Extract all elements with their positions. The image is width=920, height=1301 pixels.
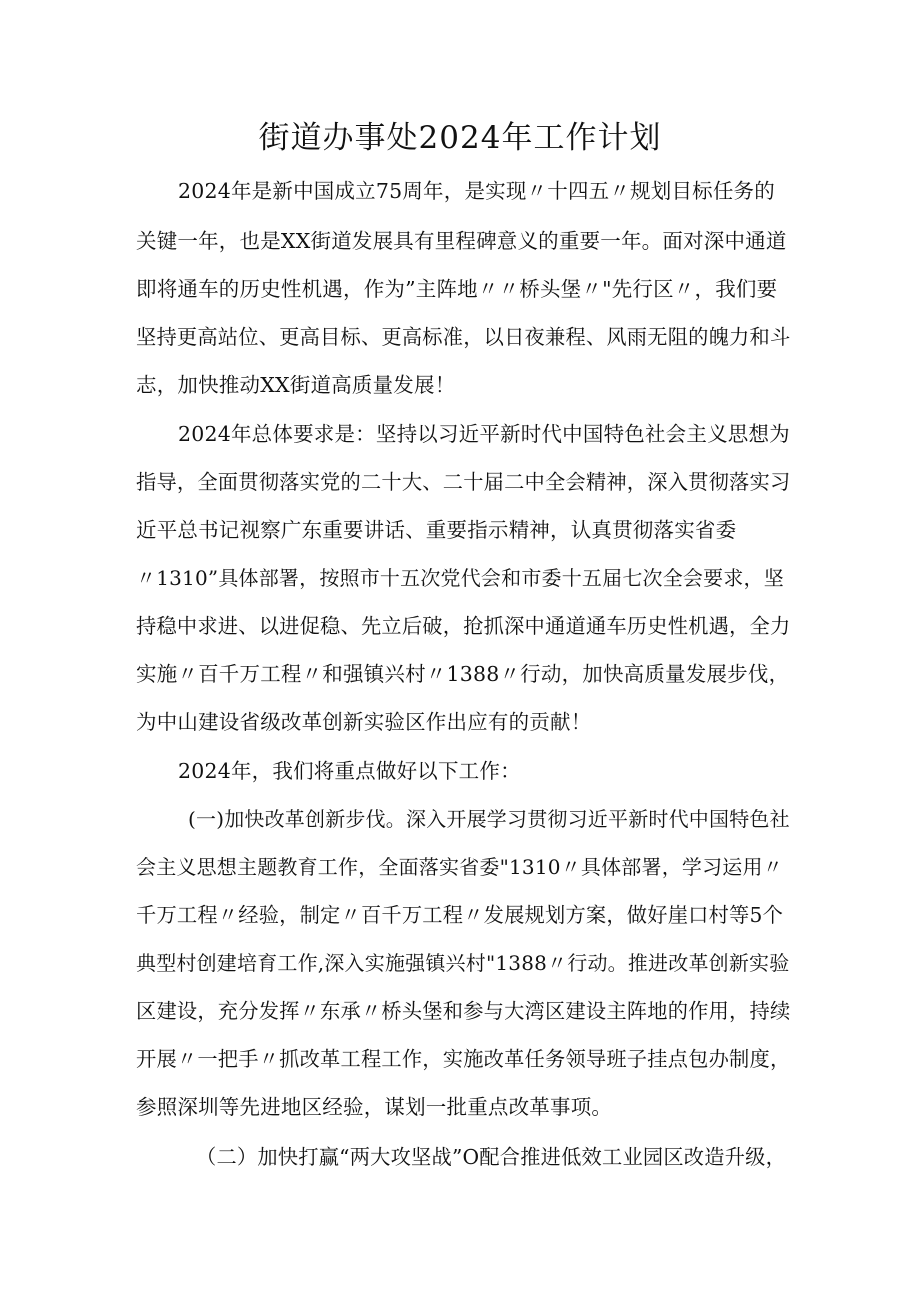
paragraph-line: 为中山建设省级改革创新实验区作出应有的贡献！: [136, 710, 592, 734]
paragraph-line: 近平总书记视察广东重要讲话、重要指示精神，认真贯彻落实省委: [136, 518, 737, 542]
paragraph-line: 典型村创建培育工作,深入实施强镇兴村"1388〃行动。推进改革创新实验: [136, 951, 790, 975]
paragraph-line: 实施〃百千万工程〃和强镇兴村〃1388〃行动，加快高质量发展步伐，: [136, 662, 790, 686]
paragraph-line: 2024年是新中国成立75周年，是实现〃十四五〃规划目标任务的: [178, 179, 775, 203]
paragraph-line: 〃1310”具体部署，按照市十五次党代会和市委十五届七次全会要求，坚: [136, 566, 784, 590]
paragraph-line: （二）加快打赢“两大攻坚战”O配合推进低效工业园区改造升级，: [196, 1145, 787, 1169]
paragraph-line: 即将通车的历史性机遇，作为”主阵地〃〃桥头堡〃"先行区〃，我们要: [136, 277, 778, 301]
paragraph-line: 2024年总体要求是：坚持以习近平新时代中国特色社会主义思想为: [178, 422, 790, 446]
paragraph-line: 千万工程〃经验，制定〃百千万工程〃发展规划方案，做好崖口村等5个: [136, 903, 784, 927]
paragraph-line: 关键一年，也是XX街道发展具有里程碑意义的重要一年。面对深中通道: [136, 229, 787, 253]
paragraph-line: 坚持更高站位、更高目标、更高标准，以日夜兼程、风雨无阻的魄力和斗: [136, 325, 791, 349]
paragraph-line: 指导，全面贯彻落实党的二十大、二十届二中全会精神，深入贯彻落实习: [136, 470, 791, 494]
paragraph-line: 会主义思想主题教育工作，全面落实省委"1310〃具体部署，学习运用〃: [136, 855, 783, 879]
paragraph-line: 志，加快推动XX街道高质量发展！: [136, 373, 456, 397]
paragraph-line: 2024年，我们将重点做好以下工作：: [178, 759, 521, 783]
paragraph-line: (一)加快改革创新步伐。深入开展学习贯彻习近平新时代中国特色社: [188, 807, 790, 831]
document-title: 街道办事处2024年工作计划: [258, 120, 662, 156]
paragraph-line: 参照深圳等先进地区经验，谋划一批重点改革事项。: [136, 1095, 613, 1119]
paragraph-line: 持稳中求进、以进促稳、先立后破，抢抓深中通道通车历史性机遇，全力: [136, 614, 791, 638]
paragraph-line: 区建设，充分发挥〃东承〃桥头堡和参与大湾区建设主阵地的作用，持续: [136, 999, 791, 1023]
paragraph-line: 开展〃一把手〃抓改革工程工作，实施改革任务领导班子挂点包办制度，: [136, 1047, 791, 1071]
